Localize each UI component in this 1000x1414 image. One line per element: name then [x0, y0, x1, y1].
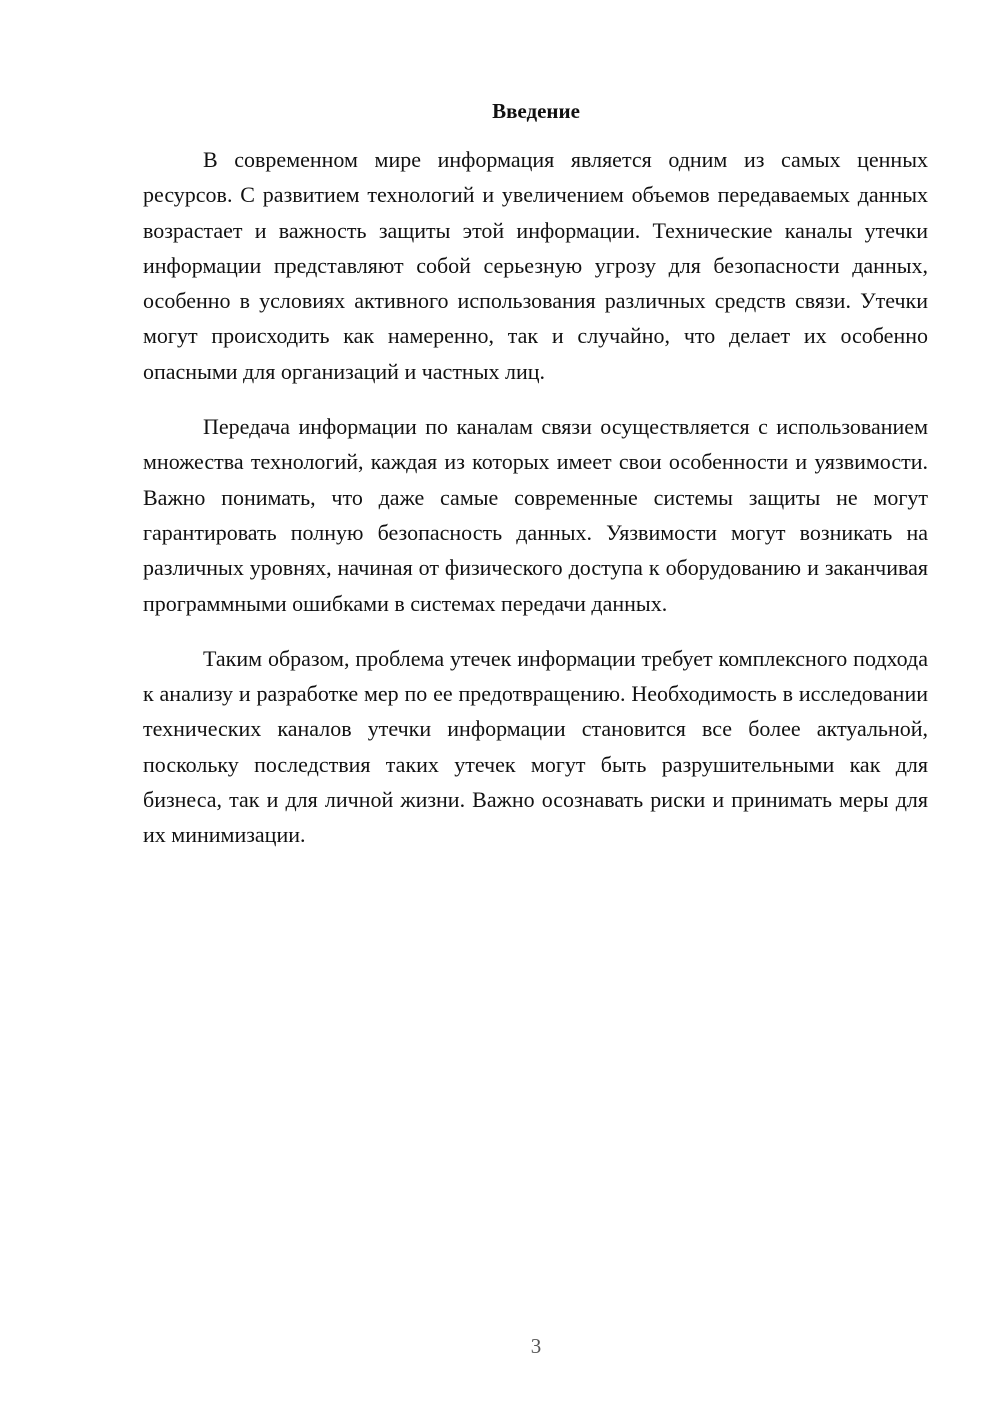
paragraph-3: Таким образом, проблема утечек информации требует комплексного подхода к анализу и разработке мер по ее предотвращению. Необходимость в исследовании технических каналов утечки информации становится все более актуальной, поскольку последствия таких утечек могут быть разрушительными как для бизнеса, так и для личной жизни. Важно осознавать риски и принимать меры для их минимизации. — [143, 645, 928, 848]
page-number: 3 — [530, 1334, 542, 1358]
paragraph-2: Передача информации по каналам связи осуществляется с использованием множества технологий, каждая из которых имеет свои особенности и уязвимости. Важно понимать, что даже самые современные системы защиты не могут гарантировать полную безопасность данных. Уязвимости могут возникать на различных уровнях, начиная от физического доступа к оборудованию и заканчивая программными ошибками в системах передачи данных. — [143, 414, 928, 616]
page-heading: Введение — [492, 99, 580, 123]
paragraph-1: В современном мире информация является одним из самых ценных ресурсов. С развитием технологий и увеличением объемов передаваемых данных возрастает и важность защиты этой информации. Технические каналы утечки информации представляют собой серьезную угрозу для безопасности данных, особенно в условиях активного использования различных средств связи. Утечки могут происходить как намеренно, так и случайно, что делает их особенно опасными для организаций и частных лиц. — [143, 147, 928, 384]
body-text — [143, 142, 928, 873]
